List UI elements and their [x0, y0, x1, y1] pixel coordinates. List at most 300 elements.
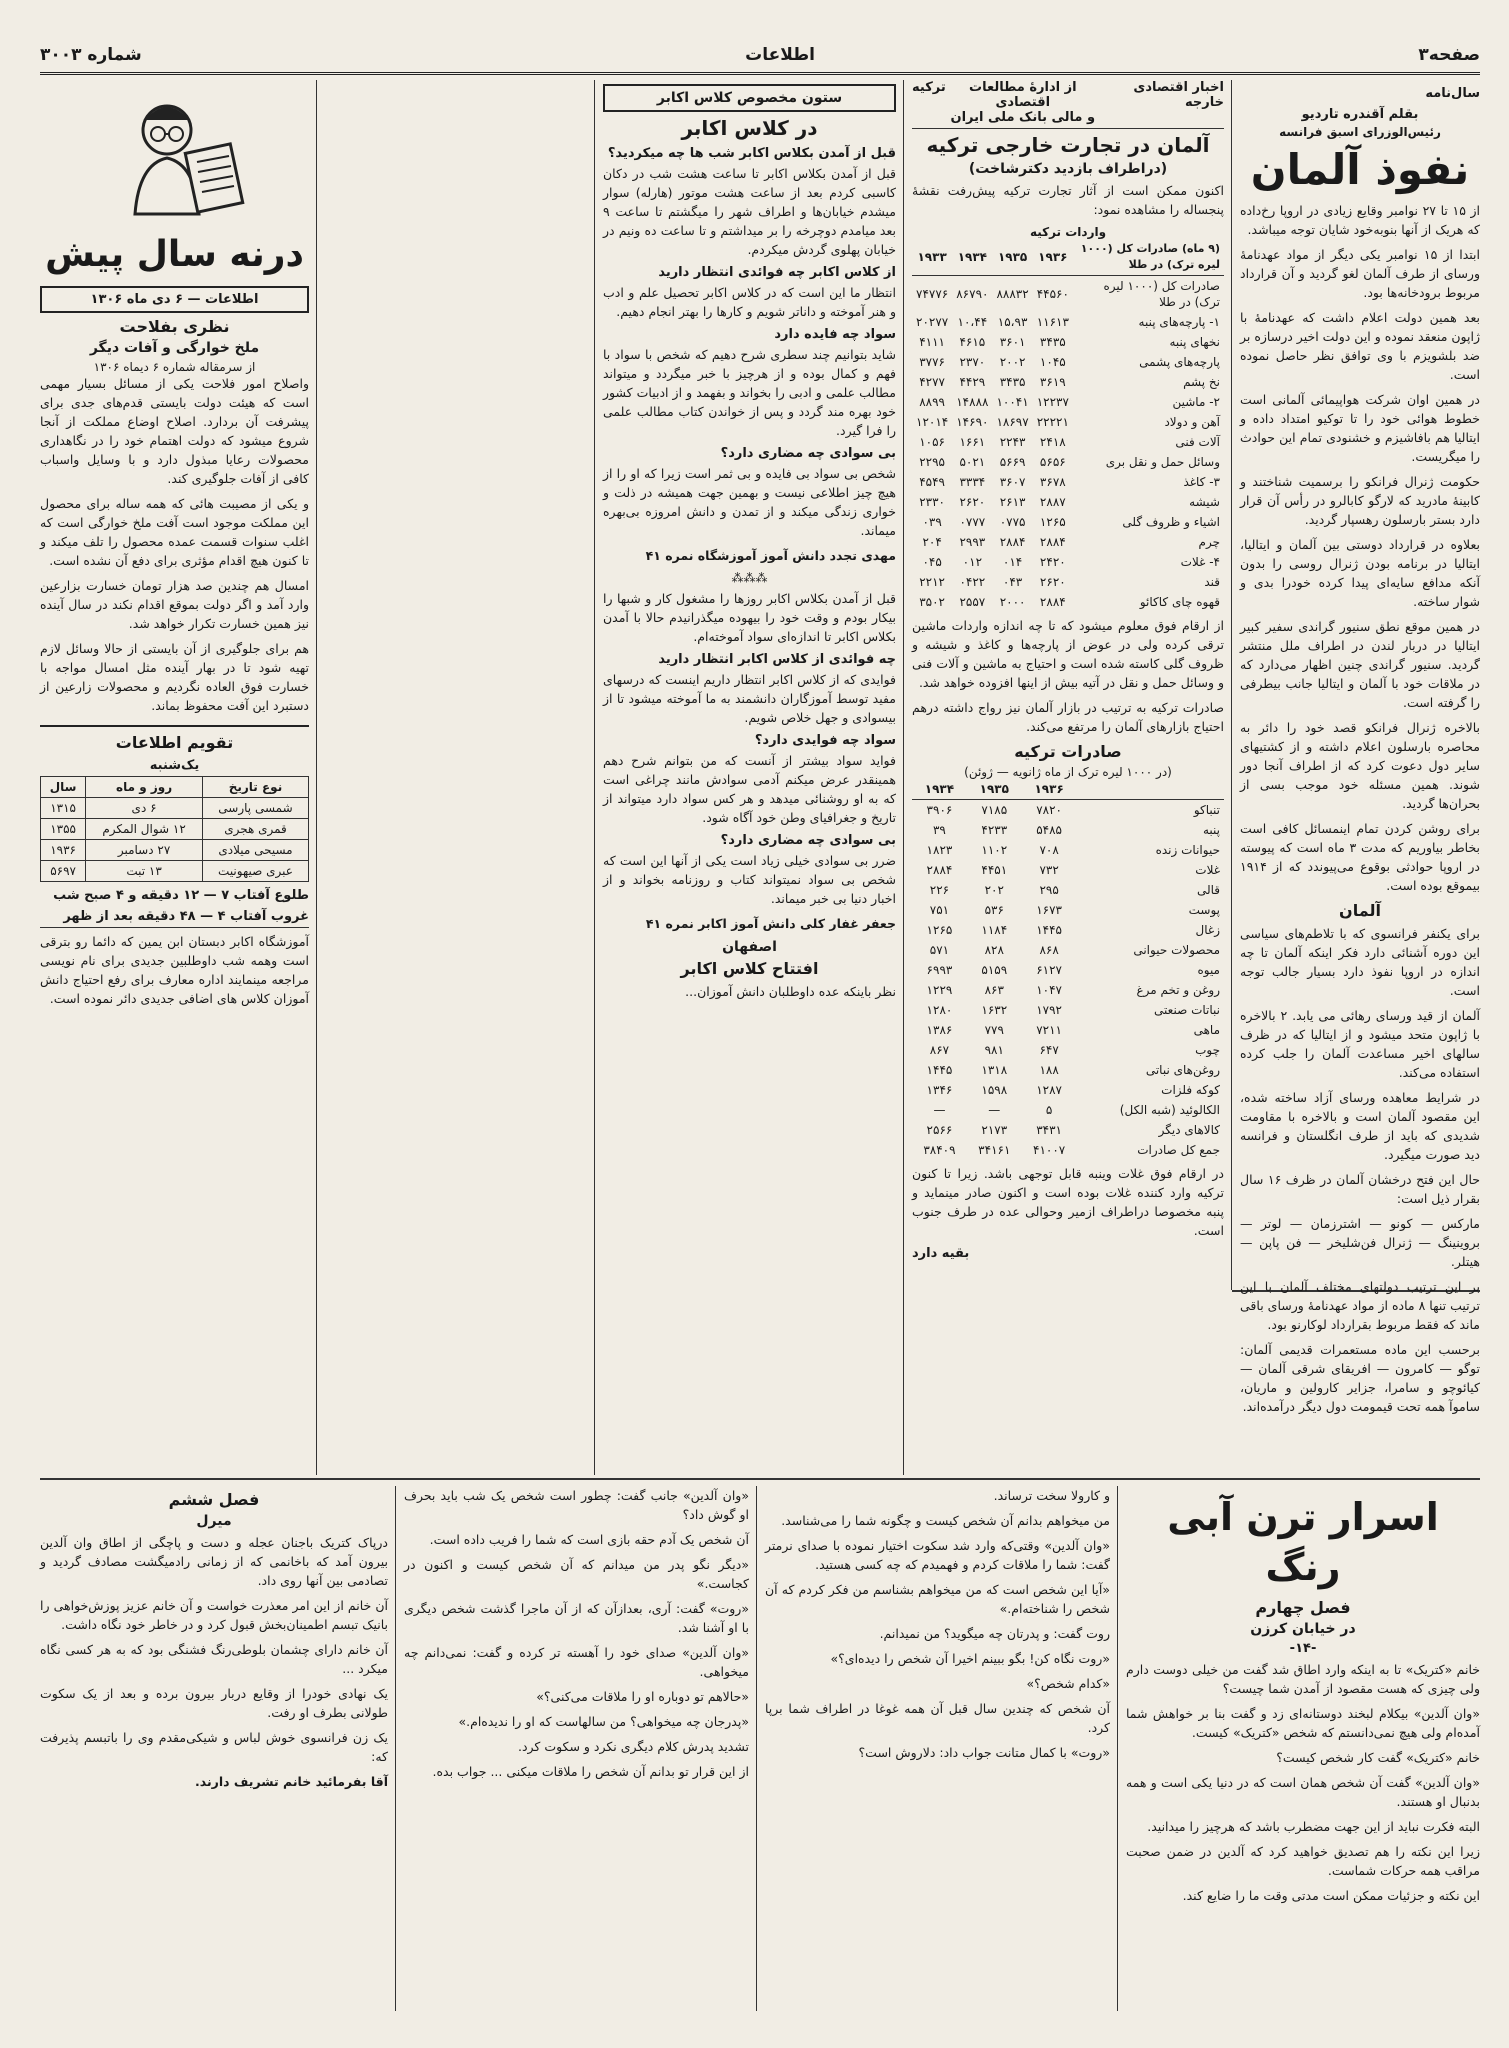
- row-value: ۲۳۳۰: [919, 495, 945, 509]
- table-row: [912, 900, 1224, 920]
- serial-title: اسرار ترن آبی رنگ: [1167, 1495, 1439, 1589]
- year-header: ۱۹۳۵: [992, 239, 1032, 276]
- row-value: ۱۰۴۵: [1039, 355, 1066, 369]
- table-row: [912, 392, 1224, 412]
- column-rule: [1231, 80, 1232, 1290]
- row-value: ۳۴۱۶۱: [978, 1143, 1011, 1157]
- signature: مهدی تجدد دانش آموز آموزشگاه نمره ۴۱: [645, 548, 896, 563]
- year-header: ۱۹۳۶: [1033, 239, 1073, 276]
- question: سواد چه فوایدی دارد؟: [754, 733, 896, 748]
- row-value: ۲۸۸۷: [1039, 495, 1066, 509]
- row-value: ۴۴۵۱: [981, 863, 1008, 877]
- row-label: روغن‌های نباتی: [1145, 1063, 1220, 1077]
- row-value: ۲۸۸۴: [1039, 535, 1066, 549]
- table-row: [912, 1020, 1224, 1040]
- table-row: [912, 860, 1224, 880]
- table-row: [912, 960, 1224, 980]
- table-row: [912, 1040, 1224, 1060]
- article-title: در کلاس اکابر: [681, 116, 818, 140]
- page-number: صفحه۳: [1418, 45, 1480, 65]
- row-value: ۱۱۸۴: [981, 923, 1008, 937]
- paragraph: حال این فتح درخشان آلمان در ظرف ۱۶ سال بقرار ذیل است:: [1240, 1172, 1480, 1206]
- row-value: ۳۴۳۱: [1036, 1123, 1062, 1137]
- paragraph: «دیگر نگو پدر من میدانم که آن شخص کیست و اکنون در کجاست.»: [404, 1557, 749, 1591]
- serial-chapter-six: [40, 1486, 388, 2011]
- year-header: ۱۹۳۴: [952, 239, 992, 276]
- paragraph: خانم «کتریک» گفت کار شخص کیست؟: [1276, 1750, 1480, 1765]
- table-row: [912, 940, 1224, 960]
- row-label: اشیاء و ظروف گلی: [1122, 515, 1220, 529]
- paragraph: آقا بفرمائید خانم تشریف دارند.: [194, 1774, 388, 1789]
- section-rule: [40, 1478, 1480, 1480]
- serial-column: [404, 1486, 749, 2011]
- row-value: ۳۶۱۹: [1039, 375, 1066, 389]
- paragraph: امسال هم چندین صد هزار تومان خسارت بزارعین وارد آمد و اگر دولت بموقع اقدام نکند در سال آینده نیز همین خسارت تکرار خواهد شد.: [40, 578, 309, 631]
- table-row: [912, 312, 1224, 332]
- paragraph: و یکی از مصیبت هائی که همه ساله برای محصول این مملکت موجود است آفت ملخ خوارگی است که اغلب سنوات قسمت عمده محصول را تلف میکند و تا کنون هیچ اقدام مؤثری برای دفع آن نشده است.: [40, 496, 309, 568]
- paragraph: تشدید پدرش کلام دیگری نکرد و سکوت کرد.: [517, 1739, 749, 1754]
- paragraph: و کارولا سخت ترساند.: [993, 1488, 1110, 1503]
- paragraph: صادرات ترکیه به ترتیب در بازار آلمان نیز رواج داشته درهم احتیاج بازارهای آلمان را مرتفع می‌کند.: [912, 700, 1224, 734]
- row-value: ۱۸۶۹۷: [996, 415, 1029, 429]
- calendar-heading: تقویم اطلاعات: [40, 725, 309, 752]
- unit-header: (۹ ماه) صادرات کل (۱۰۰۰ لیره ترک) در طلا: [1073, 239, 1224, 276]
- column-history: [40, 80, 309, 1470]
- calendar-header: سال: [41, 777, 86, 798]
- row-value: ۲۰۴: [922, 535, 942, 549]
- paragraph: «وان آلدین» بیکلام لبخند دوستانه‌ای زد و گفت بنا بر خواهش شما آمده‌ام ولی هیچ نمی‌دانستم که شخص «کتریک» کیست.: [1126, 1706, 1480, 1740]
- column-title: درنه سال پیش: [45, 234, 304, 275]
- answer: فوایدی که از کلاس اکابر انتظار داریم اینست که درسهای مفید توسط آموزگاران دانشمند به ما آموخته میشود تا از بیسوادی و جهل خلاص شویم.: [603, 672, 896, 725]
- column-rule: [756, 1486, 757, 2011]
- row-value: ۲۲۶: [929, 883, 950, 897]
- signature: جعفر غفار کلی دانش آموز اکابر نمره ۴۱: [645, 916, 896, 931]
- row-label: پارچه‌های پشمی: [1139, 355, 1220, 369]
- row-value: ۰۴۲۲: [959, 575, 986, 589]
- serial-location: در خیابان کرزن: [1250, 1621, 1356, 1637]
- row-value: ۲۴۱۸: [1039, 435, 1066, 449]
- row-value: ۳۶۰۱: [999, 335, 1026, 349]
- row-value: ۰۱۴: [1002, 555, 1023, 569]
- row-value: ۱۳۴۶: [926, 1083, 953, 1097]
- row-value: ۴۱۱۱: [919, 335, 945, 349]
- row-value: ۱۲۸۰: [926, 1003, 953, 1017]
- row-value: ۲۴۲۰: [1039, 555, 1066, 569]
- reading-man-illustration: [105, 84, 245, 224]
- column-rule: [594, 80, 595, 1475]
- paragraph: در همین اوان شرکت هواپیمائی آلمانی است خطوط هوائی خود را تا توکیو امتداد داده و ایتالیا هم بافاشیزم و خشنودی تمام این حوادث را میگریست.: [1240, 392, 1480, 464]
- column-rule: [395, 1486, 396, 2011]
- row-value: ۱۵۹۸: [981, 1083, 1008, 1097]
- row-value: ۱۱۰۲: [981, 843, 1008, 857]
- row-label: نخ پشم: [1183, 375, 1220, 389]
- row-value: ۳۹۰۶: [926, 803, 953, 817]
- row-value: ۳۳۳۴: [959, 475, 986, 489]
- table-row: [912, 980, 1224, 1000]
- row-label: میوه: [1197, 963, 1220, 977]
- row-label: قهوه چای کاکائو: [1139, 595, 1220, 609]
- serial-chapter: فصل ششم: [168, 1490, 260, 1509]
- row-value: ۴۲۷۷: [919, 375, 945, 389]
- row-value: ۶۱۲۷: [1036, 963, 1062, 977]
- calendar-cell: ۵۶۹۷: [41, 861, 86, 882]
- section-mid: از ادارهٔ مطالعات اقتصادی: [969, 80, 1077, 110]
- row-value: ۱۲۸۷: [1036, 1083, 1062, 1097]
- column-rule: [903, 80, 904, 1475]
- calendar-header: روز و ماه: [86, 777, 203, 798]
- table-row: [912, 552, 1224, 572]
- paragraph: بعلاوه در قرارداد دوستی بین آلمان و ایتالیا، ایتالیا در برنامه بودن ژنرال روسی را بدون آنکه مدافع سایه‌ای پیدا کرده خودرا بدی و شوار ساخته.: [1240, 537, 1480, 609]
- row-value: ۸۶۳: [984, 983, 1004, 997]
- paragraph: آن خانم از این امر معذرت خواست و آن خانم عزیز پوزش‌خواهی را بانیک تبسم اطمینان‌بخش قبول کرد و در خاطر خود نگاه داشت.: [40, 1598, 388, 1632]
- row-value: ۵۳۶: [984, 903, 1004, 917]
- serial-subtitle: میرل: [196, 1513, 232, 1529]
- row-value: ۰۱۲: [962, 555, 983, 569]
- row-label: محصولات حیوانی: [1133, 943, 1220, 957]
- footer-city: اصفهان: [722, 939, 777, 955]
- year-header: ۱۹۳۳: [912, 239, 952, 276]
- paragraph: مارکس — کونو — اشترزمان — لوتر — بروینینگ — ژنرال فن‌شلیخر — فن پاپن — هیتلر.: [1240, 1216, 1480, 1269]
- table-row: [912, 800, 1224, 821]
- paragraph: برحسب این ماده مستعمرات قدیمی آلمان: توگو — کامرون — افریقای شرقی آلمان — کیائوچو و سامرا، جزایر کارولین و ماریان، سامو‌آ همه تحت قیمومت دول دیگر درآمده‌اند.: [1240, 1342, 1480, 1414]
- table-row: [912, 276, 1224, 313]
- year-header: ۱۹۳۴: [912, 779, 967, 800]
- row-label: کالاهای دیگر: [1158, 1123, 1220, 1137]
- byline: بقلم آقندره تارديو: [1301, 107, 1419, 122]
- row-value: ۱۴۸۸۸: [956, 395, 989, 409]
- paragraph: «روت نگاه کن! بگو ببینم اخیرا آن شخص را دیده‌ای؟»: [830, 1651, 1110, 1666]
- paragraph: آن شخص یک آدم حقه بازی است که شما را فریب داده است.: [429, 1532, 749, 1547]
- row-label: نباتات صنعتی: [1154, 1003, 1220, 1017]
- paragraph: آلمان از قید ورسای رهائی می یابد. ۲ بالاخره با ژاپون متحد میشود و از ایتالیا که در ظرف سالهای اخیر مساعدت آلمان را جلب کرده استفاده می‌کند.: [1240, 1008, 1480, 1080]
- footer-title: افتتاح کلاس اکابر: [680, 959, 819, 978]
- row-label: ۳- کاغذ: [1183, 475, 1220, 489]
- row-value: ۱۰۴۷: [1036, 983, 1062, 997]
- paragraph: برای روشن کردن تمام اینمسائل کافی است بخاطر بیاوریم که مدت ۳ ماه است که پیوسته در اروپا حوادثی بوقوع می‌پیوندد که از ۱۹۱۴ بیموقع بوده است.: [1240, 821, 1480, 893]
- article-turkey-trade: [912, 80, 1224, 1470]
- answer: قبل از آمدن بکلاس اکابر روزها را مشغول کار و شبها را بیکار بودم و وقت خود را بیهوده میگذرانیدم حالا با آمدن بکلاس اکابر تا اندازه‌ای سواد آموخته‌ام.: [603, 591, 896, 644]
- serial-episode: -۱۴-: [1289, 1641, 1317, 1656]
- paragraph: از ارقام فوق معلوم میشود که تا چه اندازه واردات ماشین ترقی کرده ولی در عوض از پارچه‌ها و کاغذ و شیشه و ظروف گلی کاسته شده است و احتیاج به ماشین و آلات فنی و وسائل حمل و نقل در آتیه بیش از اینها افزوده خواهد شد.: [912, 618, 1224, 690]
- paragraph: یک نهادی خودرا از وقایع دربار بیرون برده و بعد از یک سکوت طولانی بطرف او رفت.: [40, 1686, 388, 1720]
- table-row: [912, 412, 1224, 432]
- row-label: الکالوئید (شبه الکل): [1119, 1103, 1220, 1117]
- table-row: [912, 372, 1224, 392]
- table-row: [912, 492, 1224, 512]
- row-value: ۲۵۵۷: [959, 595, 986, 609]
- paragraph: روت گفت: و پدرتان چه میگوید؟ من نمیدانم.: [879, 1626, 1110, 1641]
- row-value: ۵۶۵۶: [1039, 455, 1066, 469]
- table-row: [912, 332, 1224, 352]
- row-value: ۳۶۷۸: [1039, 475, 1066, 489]
- paragraph: در شرایط معاهده ورسای آزاد ساخته شده، این مقصود آلمان است و بالاخره با مقاومت شدیدی که باید از طرف انگلستان و فرانسه دید صورت میگیرد.: [1240, 1090, 1480, 1162]
- row-label: صادرات کل (۱۰۰۰ لیره ترک) در طلا: [1103, 279, 1220, 309]
- table-row: [912, 1120, 1224, 1140]
- row-label: زغال: [1195, 923, 1220, 937]
- row-value: ۹۸۱: [984, 1043, 1004, 1057]
- row-value: ۸۸۹۹: [919, 395, 945, 409]
- row-value: ۰۷۷۷: [959, 515, 986, 529]
- row-value: ۱۶۳۲: [981, 1003, 1008, 1017]
- table-row: [912, 432, 1224, 452]
- row-value: ۸۶۷: [929, 1043, 950, 1057]
- row-value: ۱۰۰۴۱: [996, 395, 1029, 409]
- row-value: ۲۰۰۰: [999, 595, 1026, 609]
- calendar-row: [41, 840, 309, 861]
- imports-table: [912, 239, 1224, 612]
- year-header: ۱۹۳۶: [1022, 779, 1077, 800]
- row-label: ۱- پارچه‌های پنبه: [1138, 315, 1220, 329]
- row-label: ماهی: [1193, 1023, 1220, 1037]
- calendar-cell: ۱۳۱۵: [41, 798, 86, 819]
- table-row: [912, 840, 1224, 860]
- year-header: ۱۹۳۵: [967, 779, 1022, 800]
- table-row: [912, 1080, 1224, 1100]
- calendar-cell: ۱۳۵۵: [41, 819, 86, 840]
- serial-chapter: فصل چهارم: [1255, 1598, 1351, 1617]
- row-value: ۳۴۳۵: [999, 375, 1026, 389]
- calendar-row: [41, 861, 309, 882]
- paragraph: بالاخره ژنرال فرانکو قصد خود را دائر به محاصره بارسلون اعلام داشته و از کشتیهای سایر دول دعوت کرد که از اطراف آنجا دور شوند. همین مسئله خود موجب بسی از بحران‌ها گردید.: [1240, 720, 1480, 811]
- subheading: ملخ خوارگی و آفات دیگر: [89, 340, 260, 356]
- row-value: ۸۶۷۹۰: [956, 287, 989, 301]
- row-value: —: [988, 1103, 1001, 1117]
- calendar-table: [40, 776, 309, 882]
- row-value: ۵۱۵۹: [981, 963, 1008, 977]
- row-label: قالی: [1196, 883, 1220, 897]
- row-label: آهن و دولاد: [1164, 415, 1220, 429]
- intro: اکنون ممکن است از آثار تجارت ترکیه پیش‌رفت نقشهٔ پنجساله را مشاهده نمود:: [912, 183, 1224, 217]
- paragraph: «آیا این شخص است که من میخواهم بشناسم من فکر کردم که آن شخص را شناخته‌ام.»: [765, 1582, 1110, 1616]
- heading: نظری بفلاحت: [119, 317, 230, 336]
- row-value: ۲۱۷۳: [981, 1123, 1008, 1137]
- sunset: غروب آفتاب ۴ — ۴۸ دقیقه بعد از ظهر: [63, 909, 309, 924]
- calendar-row: [41, 798, 309, 819]
- paragraph: هم برای جلوگیری از آن بایستی از حالا وسائل لازم تهیه شود تا در بهار آینده مثل امسال مواجه با خسارت فوق العاده نگردیم و محصولات زارعین از دستبرد این آفت محفوظ بماند.: [40, 641, 309, 713]
- row-value: ۲۲۴۳: [999, 435, 1026, 449]
- row-value: ۱۶۷۳: [1036, 903, 1062, 917]
- row-value: ۱۸۲۳: [926, 843, 953, 857]
- row-value: ۳۶۰۷: [999, 475, 1026, 489]
- question: قبل از آمدن بکلاس اکابر شب ها چه میکردید؟: [607, 146, 896, 161]
- paper-name: اطلاعات: [745, 45, 815, 65]
- row-value: ۳۷۷۶: [919, 355, 945, 369]
- row-label: پنبه: [1202, 823, 1220, 837]
- row-value: ۷۰۸: [1039, 843, 1059, 857]
- question: بی سوادی چه مضاری دارد؟: [720, 446, 896, 461]
- row-value: ۲۰۰۲: [999, 355, 1026, 369]
- row-value: ۵۶۶۹: [999, 455, 1026, 469]
- row-value: ۱۱۶۱۳: [1036, 315, 1069, 329]
- row-value: ۵۰۲۱: [959, 455, 986, 469]
- row-value: —: [933, 1103, 946, 1117]
- paragraph: «وان آلدین» گفت آن شخص همان است که در دنیا یکی است و همه بدنبال او هستند.: [1126, 1775, 1480, 1809]
- paragraph: «وان آلدین» وقتی‌که وارد شد سکوت اختیار نموده با صدای نرمتر گفت: شما را ملاقات کردم و فهمیدم که چه کسی هستید.: [765, 1538, 1110, 1572]
- row-value: ۵۷۱: [929, 943, 950, 957]
- answer: قبل از آمدن بکلاس اکابر تا ساعت هشت شب در دکان کاسبی کردم بعد از ساعت هشت موتور (هارله) سوار میشدم خیابان‌ها و اطراف شهر را میگشتم تا ساعت ۹ بعد میامدم دوچرخه را بر میداشتم و تا ساعت ده ونیم در خیابان پهلوی گردش میکردم.: [603, 166, 896, 257]
- row-label: حیوانات زنده: [1155, 843, 1220, 857]
- row-label: روغن و تخم مرغ: [1136, 983, 1220, 997]
- answer: ضرر بی سوادی خیلی زیاد است یکی از آنها این است که شخص بی سواد نمیتواند کتاب و روزنامه بخواند و از اخبار دنیا بی خبر میماند.: [603, 853, 896, 906]
- row-value: ۷۵۱: [929, 903, 950, 917]
- paragraph: بر این ترتیب دولتهای مختلف آلمان با این ترتیب تنها ۸ ماده از مواد عهدنامهٔ ورسای باقی ماند که فقط مربوط بقرارداد لوکارنو بود.: [1240, 1279, 1481, 1332]
- calendar-cell: ۱۹۳۶: [41, 840, 86, 861]
- row-value: ۱۳۸۶: [926, 1023, 953, 1037]
- row-value: ۲۵۶۶: [926, 1123, 953, 1137]
- page-header: [40, 38, 1480, 75]
- row-label: شیشه: [1189, 495, 1220, 509]
- exports-title: صادرات ترکیه: [1014, 742, 1122, 761]
- row-value: ۳۹: [932, 823, 946, 837]
- row-value: ۷۸۲۰: [1036, 803, 1062, 817]
- row-label: چوب: [1195, 1043, 1220, 1057]
- row-value: ۱۲۶۵: [1039, 515, 1066, 529]
- row-value: ۲۶۲۰: [1039, 575, 1066, 589]
- newspaper-page: [40, 38, 1480, 2013]
- table-row: [912, 1140, 1224, 1160]
- row-value: ۲۲۲۲۱: [1036, 415, 1069, 429]
- row-value: ۳۴۳۵: [1039, 335, 1066, 349]
- row-value: ۲۲۹۵: [919, 455, 945, 469]
- row-value: ۷۴۷۷۶: [916, 287, 949, 301]
- row-value: ۱۶۶۱: [959, 435, 986, 449]
- paragraph: درپاک کتریک باجنان عجله و دست و پاچگی از اطاق وان آلدین بیرون آمد که باخانمی که از زمانی رادمیگشت مصادف گردید و تصادمی بین آنها روی داد.: [40, 1535, 388, 1588]
- row-value: ۴۶۱۵: [959, 335, 986, 349]
- answer: انتظار ما این است که در کلاس اکابر تحصیل علم و ادب و هنر آموخته و داناتر شویم و کارها را بهتر انجام دهیم.: [603, 285, 896, 319]
- row-value: ۸۶۸: [1039, 943, 1059, 957]
- row-value: ۷۱۸۵: [981, 803, 1008, 817]
- row-value: ۷۷۹: [984, 1023, 1004, 1037]
- paragraph: من میخواهم بدانم آن شخص کیست و چگونه شما را می‌شناسد.: [781, 1513, 1110, 1528]
- serial-blue-train: [1126, 1486, 1480, 2011]
- row-value: ۶۴۷: [1039, 1043, 1059, 1057]
- calendar-cell: ۶ دی: [86, 798, 203, 819]
- table-row: [912, 592, 1224, 612]
- source: از سرمقاله شماره ۶ دیماه ۱۳۰۶: [93, 360, 256, 374]
- question: بی سوادی چه مضاری دارد؟: [720, 833, 896, 848]
- table-row: [912, 920, 1224, 940]
- row-label: تنباکو: [1193, 803, 1220, 817]
- section-header: [912, 80, 1224, 129]
- calendar-row: [41, 819, 309, 840]
- column-rule: [316, 80, 317, 1475]
- row-value: ۷۲۱۱: [1036, 1023, 1062, 1037]
- question: از کلاس اکابر چه فوائدی انتظار دارید: [658, 265, 896, 280]
- paragraph: البته فکرت نباید از این جهت مضطرب باشد که هرچیز را میدانید.: [1147, 1819, 1480, 1834]
- table-row: [912, 820, 1224, 840]
- table-row: [912, 572, 1224, 592]
- answer: شخص بی سواد بی فایده و بی ثمر است زیرا که او را از هیچ چیز اطلاعی نیست و بهمین جهت همیشه در ذلت و خواری زندگی میکند و از تمدن و دانش امروزه بی‌بهره میماند.: [603, 466, 896, 538]
- row-value: ۱۵،۹۳: [997, 315, 1028, 329]
- row-value: ۱۲۲۳۷: [1036, 395, 1069, 409]
- section-left: اخبار اقتصادی خارجه: [1133, 80, 1224, 110]
- row-label: ۴- غلات: [1180, 555, 1220, 569]
- article-german-influence: [1240, 80, 1481, 1414]
- paragraph: زیرا این نکته را هم تصدیق خواهید کرد که آلدین در ضمن صحبت مراقب همه حرکات شماست.: [1126, 1844, 1480, 1878]
- exports-unit: (در ۱۰۰۰ لیره ترک از ماه ژانویه — ژوئن): [964, 765, 1172, 779]
- row-value: ۱۴۴۵: [1036, 923, 1062, 937]
- row-label: قند: [1204, 575, 1220, 589]
- article-title: نفوذ آلمان: [1250, 145, 1470, 194]
- paragraph: خانم «کتریک» تا به اینکه وارد اطاق شد گفت من خیلی دوست دارم ولی چیزی که هست مقصود از آمدن شما چیست؟: [1126, 1662, 1480, 1696]
- row-value: ۲۲۱۲: [919, 575, 945, 589]
- row-value: ۲۶۲۰: [959, 495, 986, 509]
- calendar-cell: قمری هجری: [202, 819, 308, 840]
- row-value: ۲۸۸۴: [999, 535, 1026, 549]
- serial-column: [765, 1486, 1110, 2011]
- table-row: [912, 1100, 1224, 1120]
- paragraph: از این قرار تو بدانم آن شخص را ملاقات میکنی ... جواب بده.: [432, 1764, 749, 1779]
- row-label: وسائل حمل و نقل بری: [1105, 455, 1220, 469]
- row-value: ۶۹۹۳: [926, 963, 953, 977]
- exports-table: [912, 779, 1224, 1160]
- table-row: [912, 532, 1224, 552]
- row-label: ۲- ماشین: [1172, 395, 1220, 409]
- column-rule: [1117, 1486, 1118, 2011]
- table-row: [912, 1060, 1224, 1080]
- weekday: یک‌شنبه: [149, 758, 200, 773]
- paragraph: «حالاهم تو دوباره او را ملاقات می‌کنی؟»: [536, 1689, 749, 1704]
- paragraph: «روت» گفت: آری، بعدازآن که از آن ماجرا گذشت شخص دیگری با او آشنا شد.: [404, 1601, 749, 1635]
- sunrise: طلوع آفتاب ۷ — ۱۲ دقیقه و ۴ صبح شب: [53, 888, 309, 903]
- section-header: ستون مخصوص کلاس اکابر: [603, 84, 896, 112]
- dateline: اطلاعات — ۶ دی ماه ۱۳۰۶: [40, 286, 309, 313]
- paragraph: «روت» با کمال متانت جواب داد: دلاروش است؟: [858, 1745, 1110, 1760]
- paragraph: بعد همین دولت اعلام داشت که عهدنامهٔ با ژاپون منعقد نموده و این دولت اخیر درسازه بر ضد بلشویزم با وی توافق نظر حاصل نموده است.: [1240, 310, 1480, 382]
- calendar-cell: مسیحی میلادی: [202, 840, 308, 861]
- row-value: ۴۴۵۶۰: [1036, 287, 1069, 301]
- row-value: ۸۲۸: [984, 943, 1004, 957]
- paragraph: این نکته و جزئیات ممکن است مدتی وقت ما را ضایع کند.: [1182, 1888, 1480, 1903]
- row-value: ۱۳۱۸: [981, 1063, 1008, 1077]
- row-value: ۲۹۵: [1039, 883, 1059, 897]
- calendar-cell: عبری صیهونیت: [202, 861, 308, 882]
- section-right: ترکیه: [912, 80, 946, 95]
- row-value: ۵۴۸۵: [1036, 823, 1062, 837]
- paragraph: «کدام شخص؟»: [1026, 1676, 1110, 1691]
- subheading: آلمان: [1339, 901, 1381, 920]
- table-row: [912, 352, 1224, 372]
- continued-label: بقیه دارد: [912, 1246, 970, 1261]
- calendar-cell: شمسی پارسی: [202, 798, 308, 819]
- paragraph: «وان آلدین» جانب گفت: چطور است شخص یک شب باید بحرف او گوش داد؟: [404, 1488, 749, 1522]
- table-row: [912, 1000, 1224, 1020]
- row-value: ۱۲۰۱۴: [916, 415, 949, 429]
- calendar-cell: ۲۷ دسامبر: [86, 840, 203, 861]
- row-value: ۱۸۸: [1039, 1063, 1059, 1077]
- paragraph: از ۱۵ تا ۲۷ نوامبر وقایع زیادی در اروپا رخ‌داده که هریک از آنها بنوبه‌خود شایان توجه میباشد.: [1240, 203, 1481, 237]
- row-value: ۲۳۷۰: [959, 355, 986, 369]
- table-row: [912, 512, 1224, 532]
- row-value: ۷۳۲: [1039, 863, 1059, 877]
- row-value: ۱۴۴۵: [926, 1063, 953, 1077]
- paragraph: در ارقام فوق غلات وینبه قابل توجهی باشد. زیرا تا کنون ترکیه وارد کننده غلات بوده است و اکنون صادر مینماید و پنبه مخصوصا دراطراف ازمیر وحوالی عده در طرف جنوب است.: [912, 1166, 1224, 1238]
- answer: شاید بتوانیم چند سطری شرح دهیم که شخص با سواد با فهم و کمال بوده و از هرچیز با خبر میگردد و میتواند مطالب علمی و ادبی را بخواند و بفهمد و از ادبیات کشور خود بهره مند گردد و پس از خواندن کتاب مطالب علمی را فرا گیرد.: [603, 347, 896, 438]
- row-value: ۱۰۵۶: [919, 435, 945, 449]
- calendar-cell: ۱۲ شوال المکرم: [86, 819, 203, 840]
- calendar-header: نوع تاریخ: [202, 777, 308, 798]
- row-value: ۴۴۲۹: [959, 375, 986, 389]
- paragraph: واصلاح امور فلاحت یکی از مسائل بسیار مهمی است که هیئت دولت بایستی قدم‌های جدی برای پیشرفت آن بردارد. اصلاح اوضاع مملکت از آنجا شروع میشود که دولت اهتمام خود را در نگاهداری محصولات رعایا مبذول دارد و با وسایل واسباب کافی از آفات جلوگیری کند.: [40, 376, 309, 486]
- kicker: سال‌نامه: [1425, 86, 1480, 101]
- question: سواد چه فایده دارد: [774, 327, 896, 342]
- question: چه فوائدی از کلاس اکابر انتظار دارید: [658, 652, 896, 667]
- row-value: ۴۵۴۹: [919, 475, 945, 489]
- row-label: پوست: [1188, 903, 1220, 917]
- calendar-cell: ۱۳ تبت: [86, 861, 203, 882]
- row-value: ۵: [1045, 1103, 1053, 1117]
- table-row: [912, 472, 1224, 492]
